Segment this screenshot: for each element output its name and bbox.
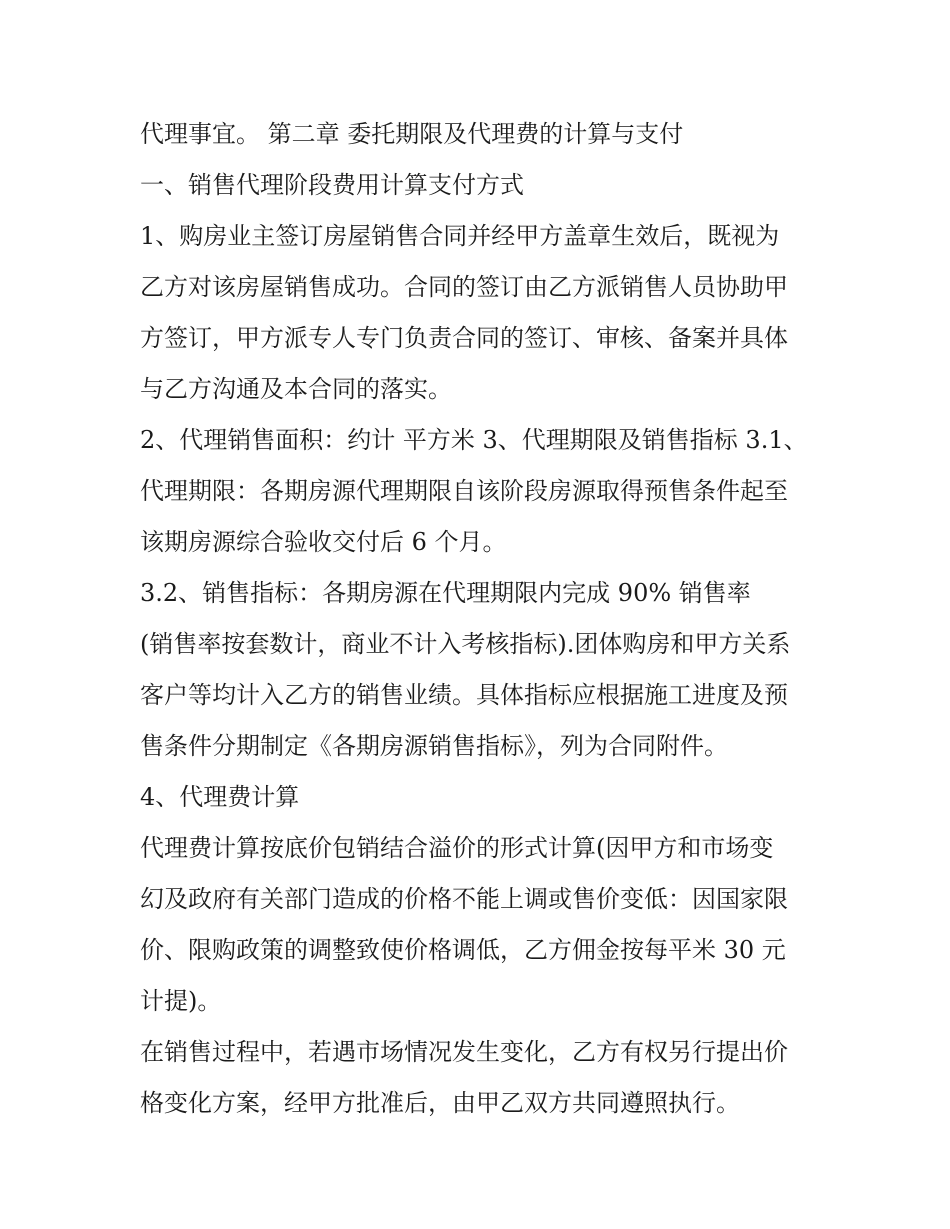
text-line: 格变化方案，经甲方批准后，由甲乙双方共同遵照执行。 bbox=[140, 1089, 740, 1117]
text-line: 代理费计算按底价包销结合溢价的形式计算(因甲方和市场变 bbox=[140, 834, 774, 862]
text-line: 3.2、销售指标：各期房源在代理期限内完成 90% 销售率 bbox=[140, 579, 751, 607]
text-line: 该期房源综合验收交付后 6 个月。 bbox=[140, 528, 507, 556]
section-heading: 4、代理费计算 bbox=[140, 783, 300, 811]
text-line: 乙方对该房屋销售成功。合同的签订由乙方派销售人员协助甲 bbox=[140, 273, 788, 301]
text-line: 售条件分期制定《各期房源销售指标》，列为合同附件。 bbox=[140, 732, 728, 760]
text-line: 方签订，甲方派专人专门负责合同的签订、审核、备案并具体 bbox=[140, 324, 788, 352]
text-line: 计提)。 bbox=[140, 987, 222, 1015]
text-line: 客户等均计入乙方的销售业绩。具体指标应根据施工进度及预 bbox=[140, 681, 788, 709]
text-line: 2、代理销售面积：约计 平方米 3、代理期限及销售指标 3.1、 bbox=[140, 426, 808, 454]
text-line: 1、购房业主签订房屋销售合同并经甲方盖章生效后，既视为 bbox=[140, 222, 780, 250]
text-line: 代理期限：各期房源代理期限自该阶段房源取得预售条件起至 bbox=[140, 477, 788, 505]
text-line: (销售率按套数计，商业不计入考核指标).团体购房和甲方关系 bbox=[140, 630, 791, 658]
text-line: 幻及政府有关部门造成的价格不能上调或售价变低：因国家限 bbox=[140, 885, 788, 913]
section-heading: 一、销售代理阶段费用计算支付方式 bbox=[140, 171, 524, 199]
text-line: 代理事宜。 第二章 委托期限及代理费的计算与支付 bbox=[140, 120, 684, 148]
text-line: 在销售过程中，若遇市场情况发生变化，乙方有权另行提出价 bbox=[140, 1038, 788, 1066]
document-body bbox=[140, 109, 820, 1129]
text-line: 与乙方沟通及本合同的落实。 bbox=[140, 375, 452, 403]
text-line: 价、限购政策的调整致使价格调低，乙方佣金按每平米 30 元 bbox=[140, 936, 786, 964]
